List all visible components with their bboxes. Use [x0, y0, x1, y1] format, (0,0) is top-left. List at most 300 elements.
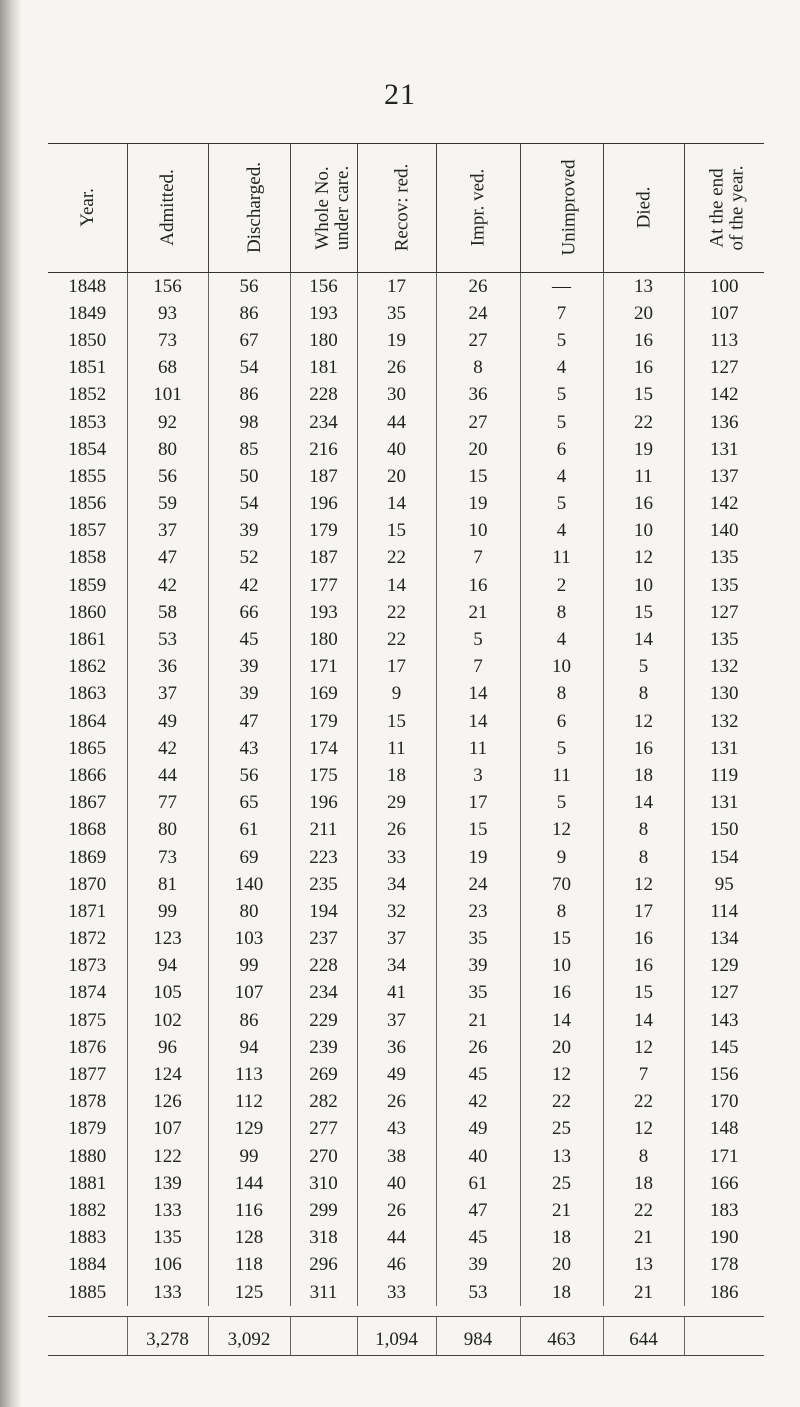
cell-improved: 5 [436, 626, 520, 653]
cell-whole-no: 156 [290, 273, 357, 301]
cell-end-of-year: 131 [684, 790, 764, 817]
cell-recovered: 33 [357, 1279, 436, 1306]
cell-unimproved: 20 [520, 1252, 603, 1279]
cell-died: 17 [603, 898, 684, 925]
table-row [48, 1197, 764, 1224]
table-row [48, 545, 764, 572]
cell-died: 14 [603, 790, 684, 817]
table-row [48, 953, 764, 980]
cell-whole-no: 179 [290, 518, 357, 545]
cell-discharged: 112 [208, 1089, 290, 1116]
cell-improved: 49 [436, 1116, 520, 1143]
cell-admitted: 122 [127, 1143, 208, 1170]
cell-whole-no: 174 [290, 735, 357, 762]
header-end-of-year [684, 144, 764, 273]
cell-improved: 26 [436, 1034, 520, 1061]
cell-died: 12 [603, 1116, 684, 1143]
cell-year: 1852 [68, 384, 107, 406]
cell-admitted: 123 [127, 926, 208, 953]
cell-year: 1872 [68, 928, 107, 950]
table-row [48, 762, 764, 789]
cell-discharged: 69 [208, 844, 290, 871]
cell-died: 13 [603, 1252, 684, 1279]
cell-unimproved: 15 [520, 926, 603, 953]
cell-unimproved: 4 [520, 355, 603, 382]
cell-year: 1881 [68, 1172, 107, 1194]
cell-died: 12 [603, 708, 684, 735]
cell-whole-no: 211 [290, 817, 357, 844]
cell-recovered: 49 [357, 1061, 436, 1088]
cell-unimproved: 5 [520, 735, 603, 762]
cell-died: 10 [603, 518, 684, 545]
cell-unimproved: 5 [520, 491, 603, 518]
cell-year: 1878 [68, 1091, 107, 1113]
cell-unimproved: 9 [520, 844, 603, 871]
cell-died: 16 [603, 327, 684, 354]
cell-year: 1855 [68, 465, 107, 487]
cell-end-of-year: 132 [684, 654, 764, 681]
cell-unimproved: 8 [520, 599, 603, 626]
table-row [48, 273, 764, 301]
cell-unimproved: 2 [520, 572, 603, 599]
cell-year: 1869 [68, 846, 107, 868]
cell-year: 1857 [68, 520, 107, 542]
table-row [48, 300, 764, 327]
cell-discharged: 99 [208, 1143, 290, 1170]
cell-year: 1858 [68, 547, 107, 569]
cell-end-of-year: 135 [684, 545, 764, 572]
cell-year: 1873 [68, 955, 107, 977]
cell-admitted: 135 [127, 1225, 208, 1252]
table-row [48, 1089, 764, 1116]
cell-recovered: 40 [357, 436, 436, 463]
cell-end-of-year: 131 [684, 436, 764, 463]
cell-improved: 42 [436, 1089, 520, 1116]
cell-end-of-year: 171 [684, 1143, 764, 1170]
cell-year: 1885 [68, 1281, 107, 1303]
cell-discharged: 47 [208, 708, 290, 735]
cell-whole-no: 269 [290, 1061, 357, 1088]
total-recovered: 1,094 [357, 1317, 436, 1356]
table-row [48, 1170, 764, 1197]
cell-died: 8 [603, 1143, 684, 1170]
cell-discharged: 65 [208, 790, 290, 817]
cell-admitted: 68 [127, 355, 208, 382]
cell-year: 1848 [68, 275, 107, 297]
table-row [48, 382, 764, 409]
cell-discharged: 86 [208, 382, 290, 409]
cell-year: 1851 [68, 357, 107, 379]
table-row [48, 599, 764, 626]
cell-end-of-year: 95 [684, 871, 764, 898]
cell-year: 1859 [68, 574, 107, 596]
cell-year: 1861 [68, 629, 107, 651]
cell-whole-no: 175 [290, 762, 357, 789]
cell-died: 22 [603, 409, 684, 436]
cell-discharged: 128 [208, 1225, 290, 1252]
cell-admitted: 59 [127, 491, 208, 518]
cell-recovered: 34 [357, 871, 436, 898]
cell-recovered: 15 [357, 518, 436, 545]
cell-end-of-year: 107 [684, 300, 764, 327]
cell-end-of-year: 135 [684, 626, 764, 653]
cell-admitted: 106 [127, 1252, 208, 1279]
cell-whole-no: 270 [290, 1143, 357, 1170]
cell-recovered: 26 [357, 817, 436, 844]
cell-recovered: 33 [357, 844, 436, 871]
cell-admitted: 81 [127, 871, 208, 898]
cell-admitted: 77 [127, 790, 208, 817]
cell-improved: 45 [436, 1225, 520, 1252]
table-row [48, 708, 764, 735]
cell-died: 16 [603, 355, 684, 382]
cell-recovered: 30 [357, 382, 436, 409]
cell-whole-no: 277 [290, 1116, 357, 1143]
cell-discharged: 86 [208, 300, 290, 327]
table-row [48, 1279, 764, 1306]
cell-died: 15 [603, 382, 684, 409]
cell-improved: 40 [436, 1143, 520, 1170]
cell-admitted: 102 [127, 1007, 208, 1034]
cell-admitted: 73 [127, 844, 208, 871]
cell-discharged: 52 [208, 545, 290, 572]
cell-year: 1864 [68, 710, 107, 732]
cell-improved: 15 [436, 463, 520, 490]
cell-improved: 19 [436, 491, 520, 518]
header-whole-no-line1: Whole No. [311, 166, 333, 250]
cell-end-of-year: 150 [684, 817, 764, 844]
cell-admitted: 80 [127, 817, 208, 844]
cell-admitted: 58 [127, 599, 208, 626]
total-admitted: 3,278 [127, 1317, 208, 1356]
cell-discharged: 80 [208, 898, 290, 925]
cell-improved: 19 [436, 844, 520, 871]
cell-unimproved: 22 [520, 1089, 603, 1116]
cell-whole-no: 171 [290, 654, 357, 681]
cell-died: 21 [603, 1279, 684, 1306]
cell-end-of-year: 130 [684, 681, 764, 708]
cell-unimproved: 16 [520, 980, 603, 1007]
cell-year: 1854 [68, 438, 107, 460]
total-discharged: 3,092 [208, 1317, 290, 1356]
cell-end-of-year: 154 [684, 844, 764, 871]
cell-admitted: 47 [127, 545, 208, 572]
cell-improved: 24 [436, 871, 520, 898]
cell-whole-no: 299 [290, 1197, 357, 1224]
cell-died: 12 [603, 545, 684, 572]
cell-year: 1850 [68, 329, 107, 351]
table-row [48, 327, 764, 354]
cell-end-of-year: 127 [684, 980, 764, 1007]
cell-unimproved: 10 [520, 654, 603, 681]
cell-year: 1875 [68, 1009, 107, 1031]
cell-recovered: 17 [357, 273, 436, 301]
cell-unimproved: 7 [520, 300, 603, 327]
table-row [48, 463, 764, 490]
total-whole-no [290, 1317, 357, 1356]
table-row [48, 654, 764, 681]
cell-recovered: 22 [357, 626, 436, 653]
cell-unimproved: 25 [520, 1170, 603, 1197]
cell-improved: 14 [436, 708, 520, 735]
table-row [48, 436, 764, 463]
cell-whole-no: 228 [290, 382, 357, 409]
cell-died: 14 [603, 626, 684, 653]
cell-admitted: 99 [127, 898, 208, 925]
cell-admitted: 36 [127, 654, 208, 681]
cell-end-of-year: 140 [684, 518, 764, 545]
cell-improved: 8 [436, 355, 520, 382]
cell-discharged: 144 [208, 1170, 290, 1197]
table-row [48, 898, 764, 925]
cell-improved: 10 [436, 518, 520, 545]
cell-unimproved: 14 [520, 1007, 603, 1034]
cell-end-of-year: 127 [684, 599, 764, 626]
cell-whole-no: 228 [290, 953, 357, 980]
cell-discharged: 39 [208, 654, 290, 681]
cell-improved: 7 [436, 545, 520, 572]
page-number: 21 [384, 78, 416, 111]
cell-recovered: 14 [357, 491, 436, 518]
cell-died: 12 [603, 1034, 684, 1061]
table-row [48, 735, 764, 762]
cell-died: 5 [603, 654, 684, 681]
header-whole-no-line2: under care. [331, 165, 353, 251]
cell-discharged: 98 [208, 409, 290, 436]
cell-year: 1866 [68, 764, 107, 786]
cell-recovered: 17 [357, 654, 436, 681]
cell-whole-no: 237 [290, 926, 357, 953]
cell-recovered: 20 [357, 463, 436, 490]
table-row [48, 355, 764, 382]
cell-recovered: 26 [357, 1197, 436, 1224]
header-year: Year. [48, 144, 127, 273]
cell-admitted: 42 [127, 572, 208, 599]
cell-admitted: 94 [127, 953, 208, 980]
cell-unimproved: 4 [520, 463, 603, 490]
cell-recovered: 43 [357, 1116, 436, 1143]
cell-end-of-year: 178 [684, 1252, 764, 1279]
cell-unimproved: — [520, 273, 603, 301]
cell-year: 1863 [68, 683, 107, 705]
cell-discharged: 85 [208, 436, 290, 463]
cell-year: 1882 [68, 1199, 107, 1221]
cell-unimproved: 6 [520, 708, 603, 735]
cell-died: 22 [603, 1089, 684, 1116]
cell-discharged: 129 [208, 1116, 290, 1143]
cell-died: 14 [603, 1007, 684, 1034]
header-end-line1: At the end [705, 168, 727, 248]
header-discharged: Discharged. [208, 144, 290, 273]
cell-discharged: 39 [208, 518, 290, 545]
cell-year: 1853 [68, 411, 107, 433]
cell-admitted: 92 [127, 409, 208, 436]
cell-whole-no: 187 [290, 463, 357, 490]
cell-discharged: 113 [208, 1061, 290, 1088]
cell-died: 8 [603, 844, 684, 871]
cell-improved: 21 [436, 599, 520, 626]
cell-discharged: 118 [208, 1252, 290, 1279]
cell-improved: 23 [436, 898, 520, 925]
cell-end-of-year: 114 [684, 898, 764, 925]
cell-end-of-year: 135 [684, 572, 764, 599]
cell-whole-no: 169 [290, 681, 357, 708]
cell-admitted: 101 [127, 382, 208, 409]
total-died: 644 [603, 1317, 684, 1356]
cell-admitted: 126 [127, 1089, 208, 1116]
cell-improved: 14 [436, 681, 520, 708]
cell-whole-no: 194 [290, 898, 357, 925]
cell-admitted: 44 [127, 762, 208, 789]
cell-recovered: 34 [357, 953, 436, 980]
cell-end-of-year: 132 [684, 708, 764, 735]
cell-died: 22 [603, 1197, 684, 1224]
cell-unimproved: 11 [520, 762, 603, 789]
cell-improved: 35 [436, 980, 520, 1007]
cell-recovered: 46 [357, 1252, 436, 1279]
cell-recovered: 11 [357, 735, 436, 762]
cell-admitted: 133 [127, 1197, 208, 1224]
table-row [48, 817, 764, 844]
cell-unimproved: 5 [520, 382, 603, 409]
cell-end-of-year: 148 [684, 1116, 764, 1143]
cell-unimproved: 18 [520, 1225, 603, 1252]
cell-end-of-year: 113 [684, 327, 764, 354]
cell-discharged: 116 [208, 1197, 290, 1224]
cell-year: 1870 [68, 873, 107, 895]
cell-unimproved: 11 [520, 545, 603, 572]
cell-improved: 35 [436, 926, 520, 953]
cell-admitted: 56 [127, 463, 208, 490]
cell-discharged: 54 [208, 491, 290, 518]
cell-whole-no: 234 [290, 980, 357, 1007]
cell-admitted: 37 [127, 518, 208, 545]
cell-died: 21 [603, 1225, 684, 1252]
cell-year: 1849 [68, 302, 107, 324]
cell-end-of-year: 137 [684, 463, 764, 490]
cell-unimproved: 5 [520, 409, 603, 436]
cell-improved: 7 [436, 654, 520, 681]
cell-admitted: 80 [127, 436, 208, 463]
table-row [48, 1225, 764, 1252]
cell-discharged: 67 [208, 327, 290, 354]
cell-improved: 21 [436, 1007, 520, 1034]
cell-year: 1867 [68, 792, 107, 814]
cell-whole-no: 318 [290, 1225, 357, 1252]
cell-recovered: 18 [357, 762, 436, 789]
cell-unimproved: 10 [520, 953, 603, 980]
cell-died: 20 [603, 300, 684, 327]
cell-year: 1879 [68, 1118, 107, 1140]
cell-improved: 26 [436, 273, 520, 301]
cell-recovered: 36 [357, 1034, 436, 1061]
cell-improved: 24 [436, 300, 520, 327]
cell-unimproved: 18 [520, 1279, 603, 1306]
cell-end-of-year: 170 [684, 1089, 764, 1116]
cell-recovered: 22 [357, 545, 436, 572]
cell-whole-no: 223 [290, 844, 357, 871]
cell-end-of-year: 142 [684, 491, 764, 518]
cell-whole-no: 235 [290, 871, 357, 898]
cell-end-of-year: 100 [684, 273, 764, 301]
table-row [48, 844, 764, 871]
cell-improved: 15 [436, 817, 520, 844]
cell-discharged: 99 [208, 953, 290, 980]
cell-improved: 39 [436, 1252, 520, 1279]
cell-discharged: 56 [208, 762, 290, 789]
table-row [48, 681, 764, 708]
cell-admitted: 107 [127, 1116, 208, 1143]
cell-whole-no: 216 [290, 436, 357, 463]
cell-year: 1856 [68, 493, 107, 515]
cell-discharged: 39 [208, 681, 290, 708]
table-row [48, 790, 764, 817]
cell-admitted: 42 [127, 735, 208, 762]
cell-end-of-year: 136 [684, 409, 764, 436]
total-unimproved: 463 [520, 1317, 603, 1356]
cell-whole-no: 180 [290, 626, 357, 653]
cell-unimproved: 6 [520, 436, 603, 463]
cell-end-of-year: 166 [684, 1170, 764, 1197]
table-row [48, 491, 764, 518]
cell-whole-no: 310 [290, 1170, 357, 1197]
cell-improved: 20 [436, 436, 520, 463]
cell-end-of-year: 156 [684, 1061, 764, 1088]
table-row [48, 626, 764, 653]
cell-unimproved: 5 [520, 327, 603, 354]
cell-whole-no: 193 [290, 599, 357, 626]
cell-year: 1868 [68, 819, 107, 841]
cell-unimproved: 8 [520, 898, 603, 925]
cell-admitted: 73 [127, 327, 208, 354]
cell-year: 1884 [68, 1254, 107, 1276]
cell-year: 1871 [68, 900, 107, 922]
cell-discharged: 94 [208, 1034, 290, 1061]
table-row [48, 1061, 764, 1088]
cell-recovered: 38 [357, 1143, 436, 1170]
cell-discharged: 140 [208, 871, 290, 898]
cell-whole-no: 181 [290, 355, 357, 382]
header-end-line2: of the year. [725, 165, 747, 251]
cell-year: 1877 [68, 1064, 107, 1086]
cell-died: 19 [603, 436, 684, 463]
cell-unimproved: 25 [520, 1116, 603, 1143]
cell-discharged: 125 [208, 1279, 290, 1306]
cell-year: 1883 [68, 1227, 107, 1249]
cell-died: 13 [603, 273, 684, 301]
cell-recovered: 37 [357, 1007, 436, 1034]
cell-recovered: 41 [357, 980, 436, 1007]
cell-died: 15 [603, 980, 684, 1007]
cell-unimproved: 70 [520, 871, 603, 898]
cell-end-of-year: 134 [684, 926, 764, 953]
cell-died: 8 [603, 817, 684, 844]
cell-whole-no: 196 [290, 491, 357, 518]
cell-recovered: 35 [357, 300, 436, 327]
statistics-table-container [48, 143, 764, 1356]
header-improved: Impr. ved. [436, 144, 520, 273]
cell-discharged: 42 [208, 572, 290, 599]
cell-died: 16 [603, 953, 684, 980]
cell-discharged: 45 [208, 626, 290, 653]
cell-end-of-year: 145 [684, 1034, 764, 1061]
cell-discharged: 61 [208, 817, 290, 844]
asylum-statistics-table [48, 144, 764, 1356]
cell-year: 1862 [68, 656, 107, 678]
header-unimproved: Unimproved [520, 144, 603, 273]
cell-year: 1880 [68, 1145, 107, 1167]
cell-improved: 61 [436, 1170, 520, 1197]
